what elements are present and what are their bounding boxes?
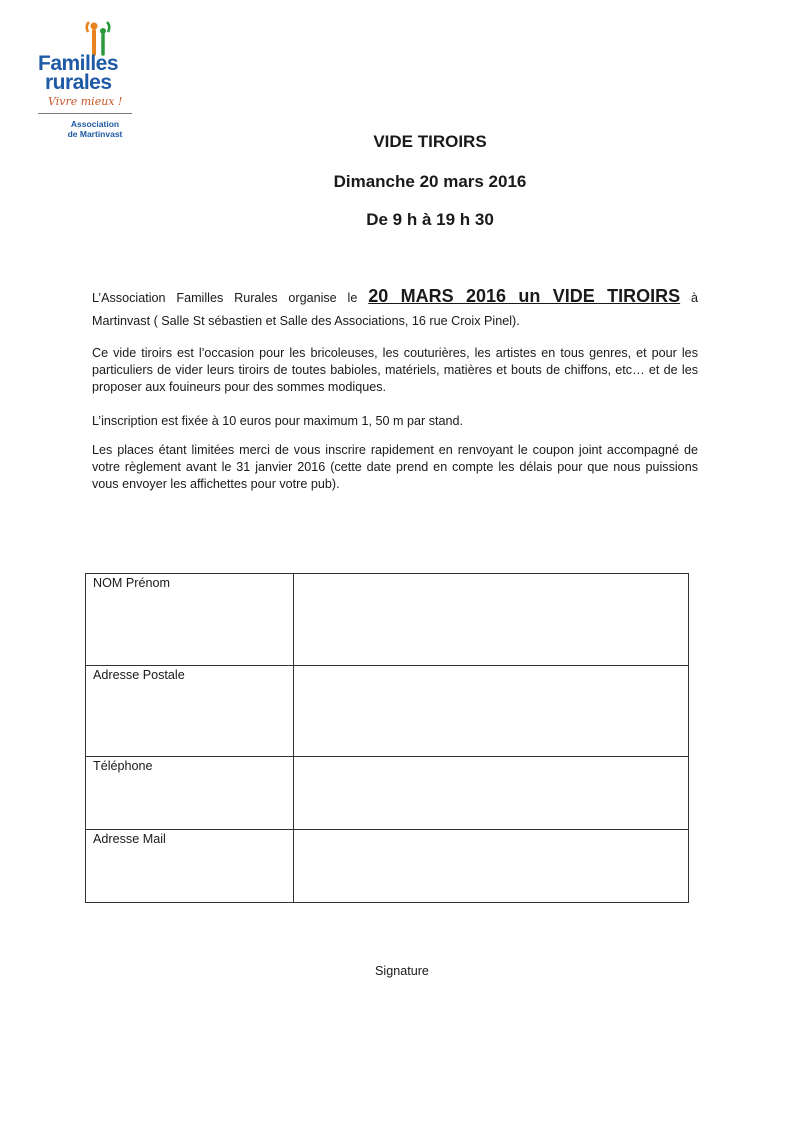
logo-divider <box>38 113 132 114</box>
phone-label: Téléphone <box>86 757 294 830</box>
name-field[interactable] <box>294 574 689 666</box>
logo-line-2: rurales <box>45 71 112 94</box>
intro-highlight: 20 MARS 2016 un VIDE TIROIRS <box>368 286 681 306</box>
table-row <box>86 574 689 666</box>
page-title: VIDE TIROIRS <box>373 132 487 151</box>
event-hours: De 9 h à 19 h 30 <box>366 210 494 229</box>
familles-rurales-logo <box>36 20 136 140</box>
table-row <box>86 666 689 757</box>
table-row <box>86 757 689 830</box>
price-paragraph: L’inscription est fixée à 10 euros pour maximum 1, 50 m par stand. <box>92 414 463 428</box>
registration-paragraph: Les places étant limitées merci de vous inscrire rapidement en renvoyant le coupon joint accompagné de votre règlement avant le 31 janvier 2016 (cette date prend en compte les délais pour que nous puissions vous envoyer les affichettes pour votre pub). <box>92 443 698 491</box>
signature-label: Signature <box>375 964 429 978</box>
intro-end: à <box>691 291 699 305</box>
name-label: NOM Prénom <box>86 574 294 666</box>
registration-form-table <box>85 573 689 903</box>
description-paragraph: Ce vide tiroirs est l’occasion pour les bricoleuses, les couturières, les artistes en tous genres, et pour les particuliers de vider leurs tiroirs de toutes babioles, matériels, matières et bouts de chiffons, etc… et de les proposer aux fouineurs pour des sommes modiques. <box>92 346 698 394</box>
association-line-2: de Martinvast <box>67 129 123 139</box>
event-date: Dimanche 20 mars 2016 <box>333 172 527 191</box>
phone-field[interactable] <box>294 757 689 830</box>
postal-address-field[interactable] <box>294 666 689 757</box>
email-field[interactable] <box>294 830 689 903</box>
email-label: Adresse Mail <box>86 830 294 903</box>
intro-paragraph <box>92 288 698 307</box>
table-row <box>86 830 689 903</box>
postal-address-label: Adresse Postale <box>86 666 294 757</box>
logo-tagline: Vivre mieux ! <box>48 95 123 108</box>
intro-location: Martinvast ( Salle St sébastien et Salle des Associations, 16 rue Croix Pinel). <box>92 314 520 328</box>
logo-line-1: Familles <box>38 52 119 75</box>
association-line-1: Association <box>70 119 120 129</box>
intro-start: L’Association Familles Rurales organise le <box>92 291 358 305</box>
